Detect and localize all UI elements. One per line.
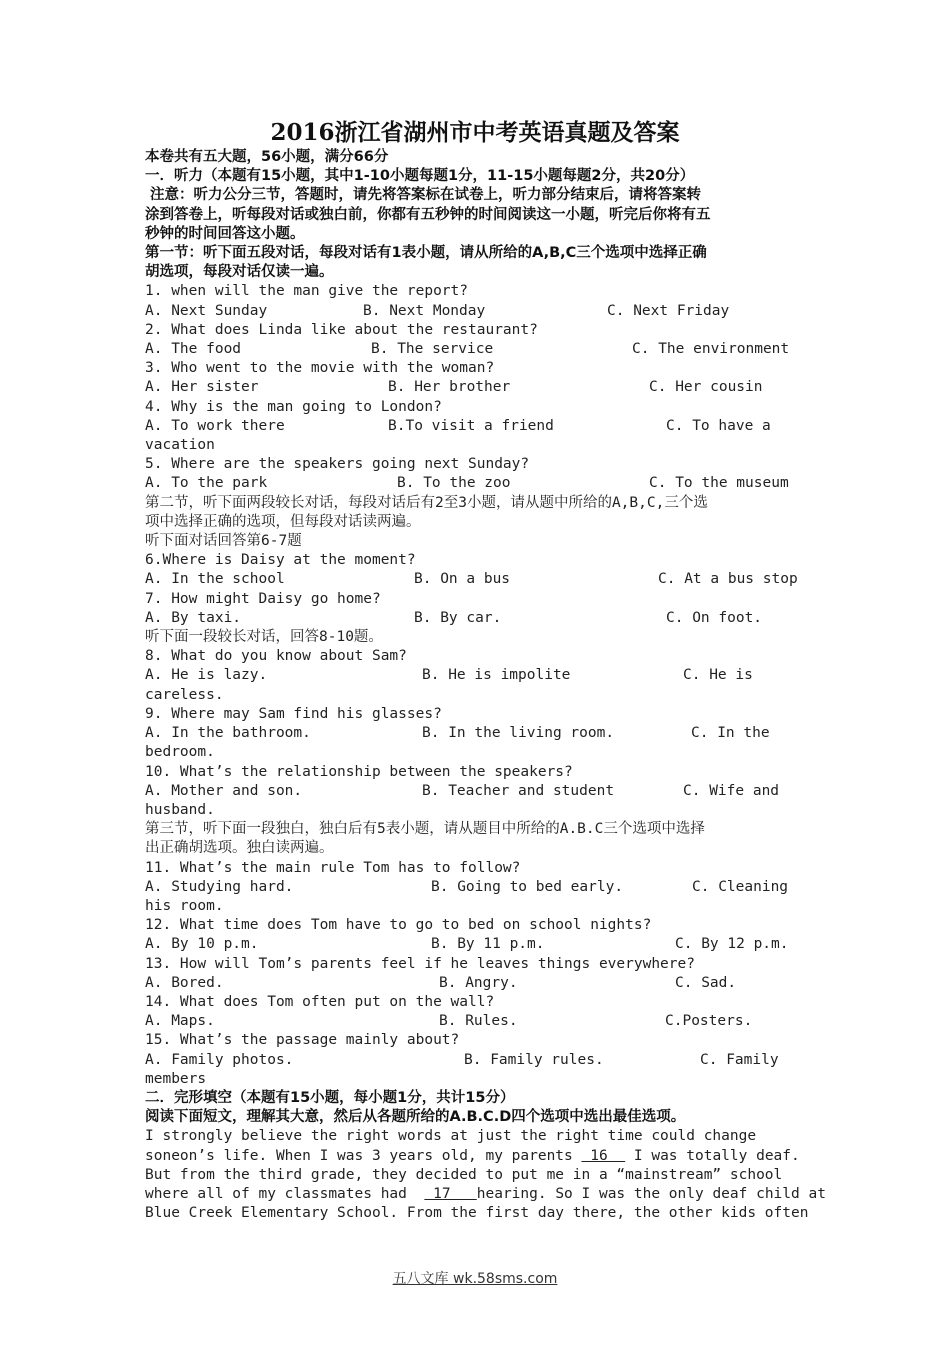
question-block	[145, 705, 805, 763]
option-a: A. Her sister	[145, 379, 259, 396]
note-line: 注意：听力公分三节，答题时，请先将答案标在试卷上，听力部分结束后，请将答案转	[145, 187, 702, 204]
option-c: C.Posters.	[665, 1013, 753, 1030]
part1-heading: 一．听力（本题有15小题，其中1-10小题每题1分，11-15小题每题2分，共20分）	[145, 168, 695, 185]
option-c: C. He is	[683, 667, 753, 684]
question-options	[145, 609, 805, 628]
option-a: A. Maps.	[145, 1013, 215, 1030]
option-c: C. In the	[691, 725, 770, 742]
question-block	[145, 551, 805, 589]
question-text: 6.Where is Daisy at the moment?	[145, 552, 416, 569]
option-b: B. He is impolite	[422, 667, 571, 684]
option-wrap: his room.	[145, 897, 224, 914]
question-options	[145, 724, 805, 743]
option-b: B. To the zoo	[397, 475, 511, 492]
question-text: 14. What does Tom often put on the wall?	[145, 993, 495, 1010]
option-b: B. Going to bed early.	[431, 878, 624, 895]
question-options	[145, 878, 805, 897]
passage	[145, 1127, 826, 1223]
option-a: A. Mother and son.	[145, 782, 303, 799]
question-options	[145, 974, 805, 993]
section2-heading: 项中选择正确的选项，但每段对话读两遍。	[145, 513, 421, 530]
question-options	[145, 782, 805, 801]
section2-subheading: 听下面一段较长对话，回答8-10题。	[145, 629, 383, 646]
option-b: B. Teacher and student	[422, 782, 615, 799]
passage-text: hearing. So I was the only deaf child at	[476, 1185, 826, 1202]
option-c: C. By 12 p.m.	[675, 936, 789, 953]
option-a: A. Family photos.	[145, 1051, 294, 1068]
question-options	[145, 1012, 805, 1031]
passage-text: where all of my classmates had	[145, 1185, 425, 1202]
question-block	[145, 763, 805, 821]
option-b: B. Rules.	[439, 1013, 518, 1030]
option-c: C. On foot.	[666, 609, 763, 626]
section1-heading: 第一节：听下面五段对话，每段对话有1表小题，请从所给的A,B,C三个选项中选择正确	[145, 245, 707, 262]
question-text: 8. What do you know about Sam?	[145, 648, 407, 665]
option-b: B. Family rules.	[464, 1051, 604, 1068]
question-options	[145, 417, 805, 436]
option-a: A. By taxi.	[145, 609, 242, 626]
question-block	[145, 916, 805, 954]
section3-heading: 第三节，听下面一段独白，独白后有5表小题，请从题目中所给的A.B.C三个选项中选择	[145, 821, 705, 838]
option-c: C. To have a	[666, 417, 771, 434]
section3-heading: 出正确胡选项。独白读两遍。	[145, 840, 334, 857]
question-options	[145, 666, 805, 685]
option-wrap: bedroom.	[145, 744, 215, 761]
option-c: C. Next Friday	[607, 302, 730, 319]
option-a: A. Studying hard.	[145, 878, 294, 895]
option-c: C. Wife and	[683, 782, 780, 799]
option-c: C. To the museum	[649, 475, 789, 492]
option-wrap: vacation	[145, 437, 215, 454]
page-title: 2016浙江省湖州市中考英语真题及答案	[270, 119, 680, 146]
section2-subheading: 听下面对话回答第6-7题	[145, 533, 302, 550]
option-a: A. To work there	[145, 417, 285, 434]
question-options	[145, 935, 805, 954]
option-b: B. By car.	[414, 609, 502, 626]
option-b: B. By 11 p.m.	[431, 936, 545, 953]
question-text: 7. How might Daisy go home?	[145, 590, 381, 607]
section1-heading: 胡选项，每段对话仅读一遍。	[145, 264, 334, 281]
question-text: 11. What’s the main rule Tom has to follow?	[145, 859, 521, 876]
question-block	[145, 455, 805, 493]
question-block	[145, 647, 805, 705]
question-block	[145, 859, 805, 917]
question-options	[145, 378, 805, 397]
option-b: B. Angry.	[439, 974, 518, 991]
option-a: A. Bored.	[145, 974, 224, 991]
passage-line	[145, 1147, 805, 1166]
passage-line: But from the third grade, they decided to put me in a “mainstream” school	[145, 1166, 783, 1183]
question-text: 5. Where are the speakers going next Sunday?	[145, 456, 530, 473]
option-b: B. In the living room.	[422, 725, 615, 742]
question-text: 4. Why is the man going to London?	[145, 398, 442, 415]
question-block	[145, 398, 805, 456]
question-block	[145, 1031, 805, 1089]
passage-text: soneon’s life. When I was 3 years old, my parents	[145, 1147, 582, 1164]
option-a: A. The food	[145, 341, 242, 358]
part2-heading: 二．完形填空（本题有15小题，每小题1分，共计15分）	[145, 1089, 515, 1106]
option-b: B. Next Monday	[363, 302, 486, 319]
option-c: C. Sad.	[675, 974, 737, 991]
question-options	[145, 570, 805, 589]
option-a: A. To the park	[145, 475, 268, 492]
option-c: C. At a bus stop	[658, 571, 798, 588]
question-block	[145, 590, 805, 628]
question-block	[145, 321, 805, 359]
question-block	[145, 282, 805, 320]
exam-intro: 本卷共有五大题，56小题，满分66分	[145, 149, 389, 165]
question-text: 12. What time does Tom have to go to bed on school nights?	[145, 917, 652, 934]
note-line: 涂到答卷上，听每段对话或独白前，你都有五秒钟的时间阅读这一小题，听完后你将有五	[145, 206, 711, 223]
option-wrap: members	[145, 1070, 207, 1087]
option-a: A. By 10 p.m.	[145, 936, 259, 953]
option-c: C. Her cousin	[649, 379, 763, 396]
question-text: 10. What’s the relationship between the speakers?	[145, 763, 573, 780]
blank-16: 16	[581, 1147, 626, 1164]
option-wrap: husband.	[145, 801, 215, 818]
question-text: 3. Who went to the movie with the woman?	[145, 360, 495, 377]
part2-instruction: 阅读下面短文，理解其大意，然后从各题所给的A.B.C.D四个选项中选出最佳选项。	[145, 1109, 686, 1126]
option-a: A. In the bathroom.	[145, 725, 311, 742]
blank-17: 17	[424, 1185, 477, 1202]
question-options	[145, 302, 805, 321]
section2-heading: 第二节，听下面两段较长对话，每段对话后有2至3小题，请从题中所给的A,B,C,三个选	[145, 494, 708, 511]
question-text: 1. when will the man give the report?	[145, 283, 469, 300]
question-options	[145, 474, 805, 493]
option-c: C. The environment	[632, 341, 790, 358]
option-a: A. In the school	[145, 571, 285, 588]
passage-text: I was totally deaf.	[625, 1147, 800, 1164]
question-block	[145, 955, 805, 993]
question-text: 9. Where may Sam find his glasses?	[145, 705, 442, 722]
question-block	[145, 993, 805, 1031]
passage-line	[145, 1185, 826, 1204]
note-line: 秒钟的时间回答这小题。	[145, 225, 305, 242]
option-c: C. Family	[700, 1051, 779, 1068]
option-wrap: careless.	[145, 686, 224, 703]
passage-line: I strongly believe the right words at just the right time could change	[145, 1128, 757, 1145]
question-text: 2. What does Linda like about the restaurant?	[145, 321, 538, 338]
question-options	[145, 1051, 805, 1070]
option-b: B. Her brother	[388, 379, 511, 396]
question-options	[145, 340, 805, 359]
question-text: 13. How will Tom’s parents feel if he leaves things everywhere?	[145, 955, 695, 972]
option-a: A. Next Sunday	[145, 302, 268, 319]
footer-watermark[interactable]: 五八文库 wk.58sms.com	[392, 1271, 558, 1287]
passage-line: Blue Creek Elementary School. From the first day there, the other kids often	[145, 1205, 809, 1222]
question-text: 15. What’s the passage mainly about?	[145, 1032, 460, 1049]
option-b: B.To visit a friend	[388, 417, 554, 434]
question-block	[145, 359, 805, 397]
option-c: C. Cleaning	[692, 878, 789, 895]
option-a: A. He is lazy.	[145, 667, 268, 684]
option-b: B. The service	[371, 341, 494, 358]
document-page	[145, 118, 826, 1223]
option-b: B. On a bus	[414, 571, 511, 588]
